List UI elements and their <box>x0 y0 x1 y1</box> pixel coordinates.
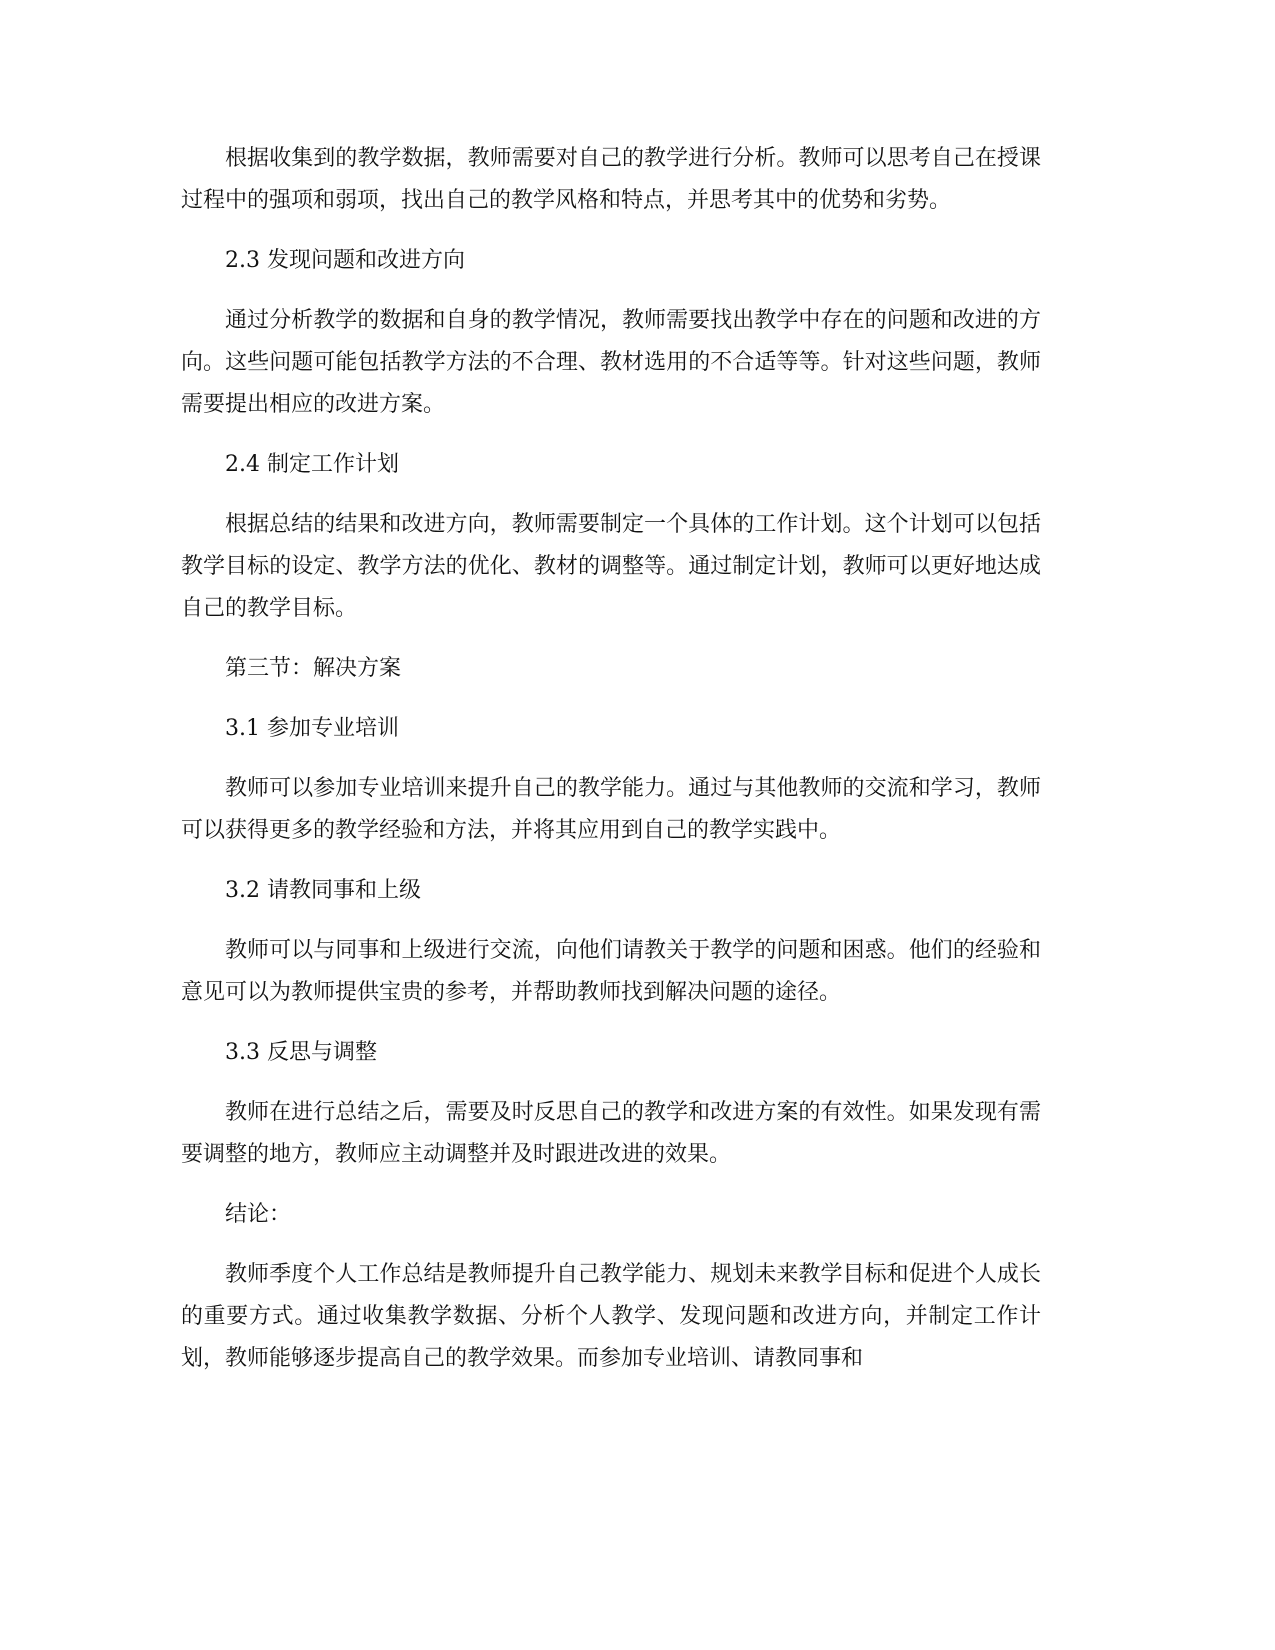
paragraph-find-problems: 通过分析教学的数据和自身的教学情况，教师需要找出教学中存在的问题和改进的方向。这些问题可能包括教学方法的不合理、教材选用的不合适等等。针对这些问题，教师需要提出相应的改进方案。 <box>181 308 1041 417</box>
paragraph-teaching-analysis: 根据收集到的教学数据，教师需要对自己的教学进行分析。教师可以思考自己在授课过程中的强项和弱项，找出自己的教学风格和特点，并思考其中的优势和劣势。 <box>181 146 1041 213</box>
heading-section-3: 第三节：解决方案 <box>225 656 402 681</box>
paragraph-consult-colleagues: 教师可以与同事和上级进行交流，向他们请教关于教学的问题和困惑。他们的经验和意见可以为教师提供宝贵的参考，并帮助教师找到解决问题的途径。 <box>181 938 1041 1005</box>
heading-conclusion: 结论： <box>225 1202 292 1227</box>
heading-2-4: 2.4 制定工作计划 <box>225 452 399 477</box>
paragraph-training: 教师可以参加专业培训来提升自己的教学能力。通过与其他教师的交流和学习，教师可以获得更多的教学经验和方法，并将其应用到自己的教学实践中。 <box>181 776 1041 843</box>
heading-3-3: 3.3 反思与调整 <box>225 1040 377 1065</box>
paragraph-reflection: 教师在进行总结之后，需要及时反思自己的教学和改进方案的有效性。如果发现有需要调整的地方，教师应主动调整并及时跟进改进的效果。 <box>181 1100 1041 1167</box>
document-page <box>181 138 1041 1398</box>
heading-3-1: 3.1 参加专业培训 <box>225 716 399 741</box>
heading-2-3: 2.3 发现问题和改进方向 <box>225 248 465 273</box>
heading-3-2: 3.2 请教同事和上级 <box>225 878 421 903</box>
paragraph-work-plan: 根据总结的结果和改进方向，教师需要制定一个具体的工作计划。这个计划可以包括教学目标的设定、教学方法的优化、教材的调整等。通过制定计划，教师可以更好地达成自己的教学目标。 <box>181 512 1041 621</box>
paragraph-conclusion: 教师季度个人工作总结是教师提升自己教学能力、规划未来教学目标和促进个人成长的重要方式。通过收集教学数据、分析个人教学、发现问题和改进方向，并制定工作计划，教师能够逐步提高自己的教学效果。而参加专业培训、请教同事和 <box>181 1262 1041 1371</box>
